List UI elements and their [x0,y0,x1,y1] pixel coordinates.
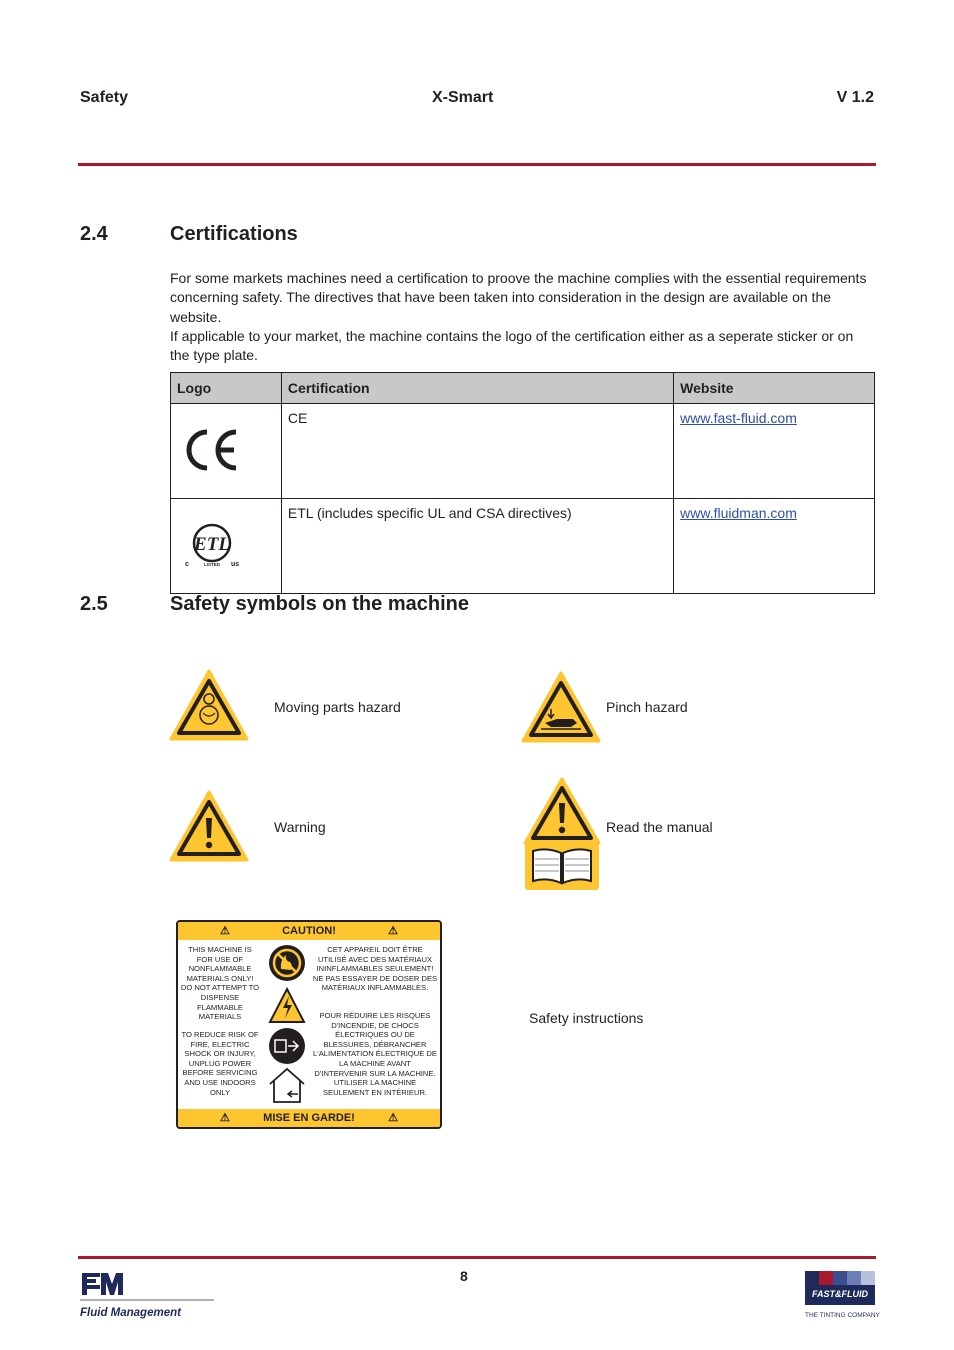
paragraph: For some markets machines need a certification to proove the machine complies with the essential requirements concerning safety. The directives that have been taken into consideration in the design are available on the website. [170,270,867,325]
caution-left-text-1: THIS MACHINE IS FOR USE OF NONFLAMMABLE MATERIALS ONLY! DO NOT ATTEMPT TO DISPENSE FLAMMABLE MATERIALS [180,945,260,1022]
column-header-logo: Logo [171,373,282,404]
small-warning-icon: ⚠ [388,925,398,937]
etl-c-label: c [185,560,189,568]
caution-bottom-bar [178,1109,440,1127]
ff-color-blocks [805,1271,875,1305]
small-warning-icon: ⚠ [220,925,230,937]
fast-fluid-logo [805,1271,880,1319]
section-title: Certifications [170,223,298,245]
svg-text:ETL: ETL [194,533,230,555]
website-cell [674,404,875,499]
etl-us-label: us [231,560,240,568]
fluid-management-logo [80,1270,214,1319]
section-number: 2.5 [80,593,108,615]
header-section: Safety [80,89,129,106]
section-number: 2.4 [80,223,108,245]
symbol-label: Warning [274,819,326,835]
small-warning-icon: ⚠ [388,1112,398,1124]
certification-cell: ETL (includes specific UL and CSA directives) [281,499,673,594]
header-title: X-Smart [432,89,494,106]
certifications-table [170,372,875,594]
table-row [171,404,875,499]
certifications-intro [170,269,876,365]
fm-logo-text: Fluid Management [80,1307,181,1319]
website-cell [674,499,875,594]
page-number: 8 [460,1268,468,1284]
footer-rule [78,1256,876,1259]
header-rule [78,163,876,166]
column-header-website: Website [674,373,875,404]
etl-listed-label: LISTED [203,561,221,567]
pinch-hazard-icon [521,671,601,743]
symbol-label: Read the manual [606,819,713,835]
section-title: Safety symbols on the machine [170,593,469,615]
symbol-label: Moving parts hazard [274,699,401,715]
ff-logo-text: FAST&FLUID [812,1289,868,1299]
symbol-label: Pinch hazard [606,699,688,715]
ff-tagline: THE TINTING COMPANY [805,1312,880,1319]
caution-label-image [176,920,442,1129]
website-link[interactable]: www.fast-fluid.com [680,410,797,426]
etl-logo-cell [171,499,282,594]
ce-mark-icon [181,426,241,474]
paragraph: If applicable to your market, the machine contains the logo of the certification either as a seperate sticker or on the type plate. [170,327,854,364]
warning-icon [169,790,249,862]
fm-logo-icon [80,1270,214,1302]
caution-top-bar [178,922,440,940]
caution-pictograms [266,944,308,1106]
safety-instructions-label: Safety instructions [529,1010,644,1026]
caution-right-text-2: POUR RÉDUIRE LES RISQUES D'INCENDIE, DE CHOCS ÉLECTRIQUES OU DE BLESSURES, DÉBRANCHER L'ALIMENTATION ÉLECTRIQUE DE LA MACHINE AVANT D'INTERVENIR SUR LA MACHINE. UTILISER LA MACHINE SEULEMENT EN INTÉRIEUR. [313,1011,437,1097]
moving-parts-hazard-icon [169,669,249,741]
table-header-row [171,373,875,404]
small-warning-icon: ⚠ [220,1112,230,1124]
ce-logo-cell [171,404,282,499]
mise-en-garde-title: MISE EN GARDE! [263,1112,355,1124]
certification-cell: CE [281,404,673,499]
column-header-certification: Certification [281,373,673,404]
header-version: V 1.2 [836,89,874,106]
caution-left-text-2: TO REDUCE RISK OF FIRE, ELECTRIC SHOCK OR INJURY, UNPLUG POWER BEFORE SERVICING AND USE INDOORS ONLY [181,1030,259,1097]
caution-right-text-1: CET APPAREIL DOIT ÊTRE UTILISÉ AVEC DES MATÉRIAUX ININFLAMMABLES SEULEMENT! NE PAS ESSAYER DE DOSER DES MATÉRIAUX INFLAMMABLES. [312,945,438,993]
caution-title: CAUTION! [282,925,336,937]
table-row [171,499,875,594]
read-manual-icon [523,777,601,891]
website-link[interactable]: www.fluidman.com [680,505,797,521]
etl-mark-icon [181,520,243,570]
